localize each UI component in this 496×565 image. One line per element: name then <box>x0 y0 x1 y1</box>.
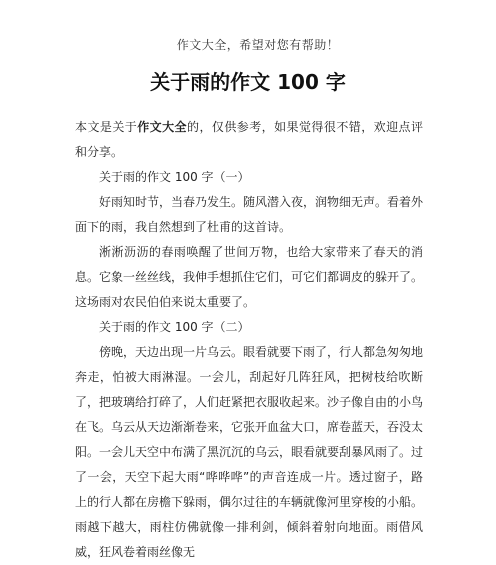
section1-heading: 关于雨的作文 100 字（一） <box>99 170 250 184</box>
section2-heading: 关于雨的作文 100 字（二） <box>99 320 250 334</box>
article-body <box>75 115 423 565</box>
header-note: 作文大全，希望对您有帮助！ <box>176 38 340 52</box>
intro-prefix: 本文是关于 <box>75 120 138 134</box>
section1-paragraph-2: 淅淅沥沥的春雨唤醒了世间万物，也给大家带来了春天的消息。它象一丝丝线，我伸手想抓住它们，可它们都调皮的躲开了。这场雨对农民伯伯来说太重要了。 <box>75 245 424 309</box>
intro-paragraph <box>75 115 423 165</box>
intro-bold-link: 作文大全 <box>137 120 187 134</box>
intro-suffix: 的，仅供参考，如果觉得很不错，欢迎点评和分享。 <box>75 120 423 159</box>
page-title: 关于雨的作文 100 字 <box>150 70 346 94</box>
section1-paragraph-1: 好雨知时节，当春乃发生。随风潜入夜，润物细无声。看着外面下的雨，我自然想到了杜甫的这首诗。 <box>75 195 424 234</box>
section2-paragraph-1: 傍晚，天边出现一片乌云。眼看就要下雨了，行人都急匆匆地奔走，怕被大雨淋湿。一会儿，刮起好几阵狂风，把树枝给吹断了，把玻璃给打碎了，人们赶紧把衣服收起来。沙子像自由的小鸟在飞。乌云从天边渐渐卷来，它张开血盆大口，席卷蓝天，吞没太阳。一会儿天空中布满了黑沉沉的乌云，眼看就要刮暴风雨了。过了一会，天空下起大雨“哗哗哗”的声音连成一片。透过窗子，路上的行人都在房檐下躲雨，偶尔过往的车辆就像河里穿梭的小船。雨越下越大，雨柱仿佛就像一排利剑，倾斜着射向地面。雨借风威，狂风卷着雨丝像无 <box>75 345 424 559</box>
